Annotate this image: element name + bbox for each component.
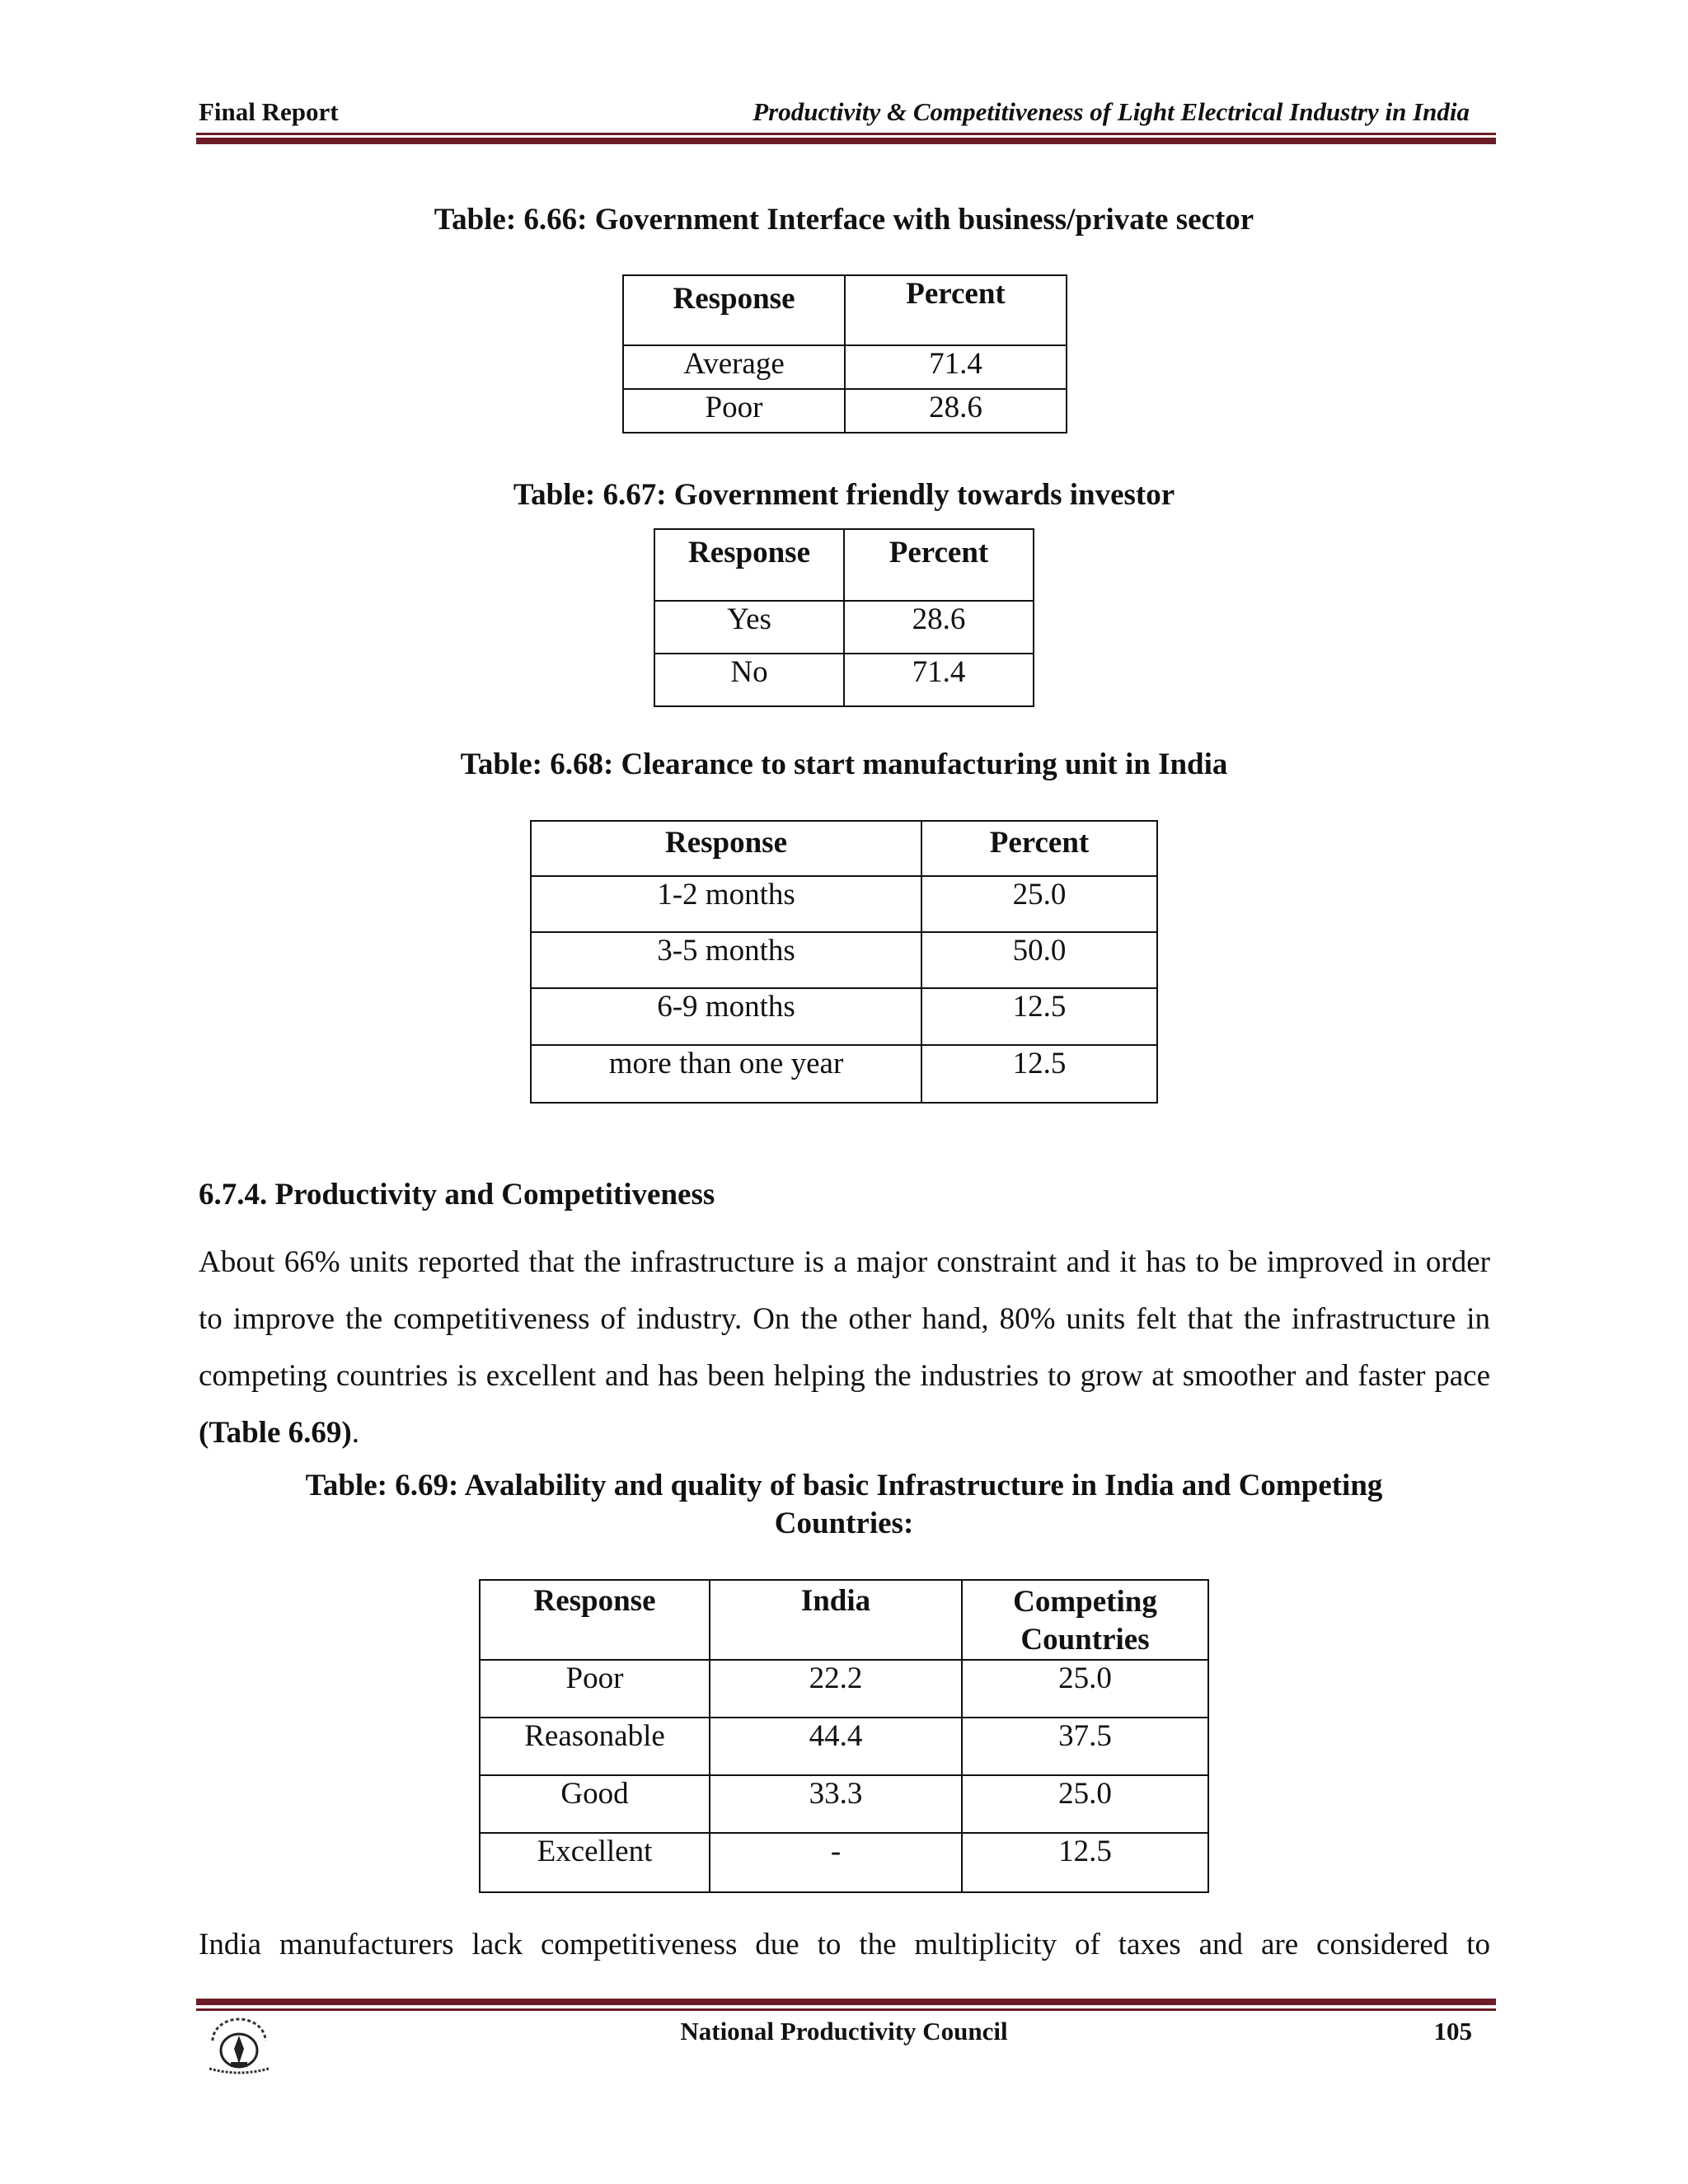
table-668-cell: 3-5 months: [531, 932, 921, 988]
table-669-cell: 12.5: [962, 1833, 1208, 1892]
table-667-caption: Table: 6.67: Government friendly towards investor: [513, 478, 1175, 512]
paragraph-end: .: [351, 1416, 359, 1450]
table-668-cell: 12.5: [921, 1045, 1157, 1103]
paragraph-text: About 66% units reported that the infrastructure is a major constraint and it has to be improved in order to improve the competitiveness of industry. On the other hand, 80% units felt that the infrastructure in competing countries is excellent and has been helping the industries to grow at smoother and faster pace: [199, 1245, 1490, 1393]
table-669-caption-line1: Table: 6.69: Avalability and quality of basic Infrastructure in India and Competing: [305, 1469, 1383, 1502]
table-669-cell: Excellent: [480, 1833, 710, 1892]
table-667-cell: 28.6: [844, 601, 1034, 654]
header-rule-thin: [196, 133, 1496, 135]
table-669-header-response: Response: [480, 1580, 710, 1660]
table-669-cell: 37.5: [962, 1718, 1208, 1775]
header-rule-thick: [196, 138, 1496, 144]
table-668-cell: 25.0: [921, 876, 1157, 932]
table-669-cell: -: [710, 1833, 962, 1892]
header-title: Productivity & Competitiveness of Light Electrical Industry in India: [753, 97, 1470, 126]
paragraph-table-ref: (Table 6.69): [199, 1416, 352, 1450]
page-number: 105: [1433, 2017, 1472, 2046]
table-669-cell: Poor: [480, 1660, 710, 1718]
table-669: [479, 1579, 1209, 1893]
table-668-cell: 6-9 months: [531, 988, 921, 1045]
table-667-header-percent: Percent: [844, 529, 1034, 601]
table-666-cell: Poor: [623, 389, 845, 433]
footer-organization: National Productivity Council: [680, 2017, 1008, 2046]
table-667-cell: Yes: [654, 601, 844, 654]
header-left: Final Report: [199, 97, 339, 126]
table-668-cell: 50.0: [921, 932, 1157, 988]
table-669-caption: [0, 1467, 1688, 1543]
table-666-cell: Average: [623, 345, 845, 389]
table-669-cell: 44.4: [710, 1718, 962, 1775]
footer-rule-thick: [196, 1999, 1496, 2005]
table-666: [622, 274, 1067, 434]
table-668-header-percent: Percent: [921, 821, 1157, 876]
section-paragraph: [199, 1234, 1490, 1461]
footer-rule-thin: [196, 2008, 1496, 2011]
table-666-header-percent: Percent: [845, 275, 1067, 345]
table-669-cell: 22.2: [710, 1660, 962, 1718]
table-667: [654, 528, 1034, 707]
continuation-line: India manufacturers lack competitiveness due to the multiplicity of taxes and are considered to: [199, 1928, 1490, 1961]
table-666-cell: 71.4: [845, 345, 1067, 389]
table-668-cell: more than one year: [531, 1045, 921, 1103]
table-668-cell: 12.5: [921, 988, 1157, 1045]
table-667-header-response: Response: [654, 529, 844, 601]
table-669-cell: 25.0: [962, 1660, 1208, 1718]
table-668-caption: Table: 6.68: Clearance to start manufacturing unit in India: [460, 748, 1228, 781]
table-669-caption-line2: Countries:: [774, 1507, 914, 1540]
table-666-header-response: Response: [623, 275, 845, 345]
table-669-cell: 25.0: [962, 1775, 1208, 1833]
table-668-header-response: Response: [531, 821, 921, 876]
section-heading: 6.7.4. Productivity and Competitiveness: [199, 1178, 715, 1212]
table-666-caption: Table: 6.66: Government Interface with business/private sector: [434, 203, 1254, 237]
table-669-header-competing: Competing Countries: [962, 1580, 1208, 1660]
table-666-cell: 28.6: [845, 389, 1067, 433]
table-668: [530, 820, 1158, 1104]
table-667-cell: No: [654, 654, 844, 706]
table-669-header-india: India: [710, 1580, 962, 1660]
table-669-cell: 33.3: [710, 1775, 962, 1833]
table-668-cell: 1-2 months: [531, 876, 921, 932]
table-667-cell: 71.4: [844, 654, 1034, 706]
table-669-cell: Reasonable: [480, 1718, 710, 1775]
table-669-cell: Good: [480, 1775, 710, 1833]
